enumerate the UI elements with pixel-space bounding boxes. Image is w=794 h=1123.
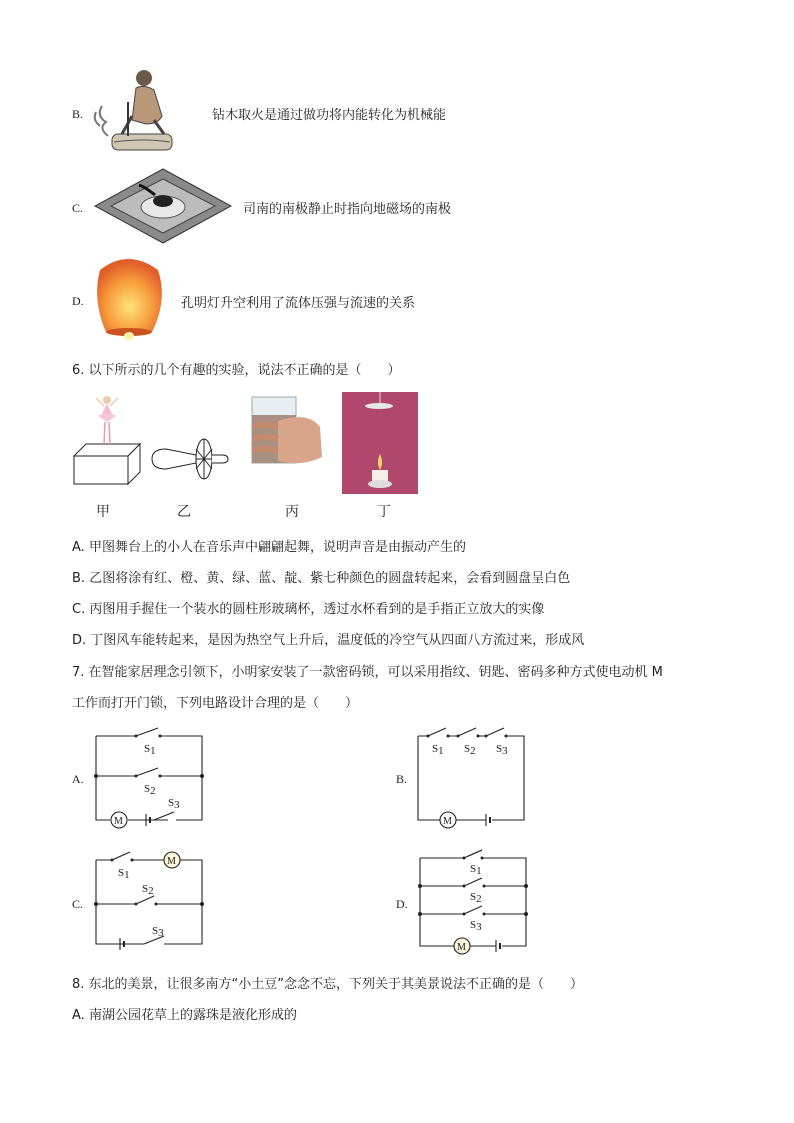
question-7-stem-line1: 7. 在智能家居理念引领下，小明家安装了一款密码锁，可以采用指纹、钥匙、密码多种方式使电动机 M (72, 665, 663, 680)
option-c-letter: C. (72, 201, 84, 215)
c-motor-label: M (167, 856, 176, 867)
q6-option-c: C. 丙图用手握住一个装水的圆柱形玻璃杯，透过水杯看到的是手指正立放大的实像 (72, 602, 545, 617)
a-s1-label: S1 (144, 743, 156, 757)
hand-holding-glass-icon (248, 393, 324, 471)
circuit-a-diagram (96, 732, 204, 828)
option-b-letter: B. (72, 107, 84, 121)
sky-lantern-icon (90, 252, 168, 346)
q6-option-a: A. 甲图舞台上的小人在音乐声中翩翩起舞，说明声音是由振动产生的 (72, 540, 466, 555)
sinan-compass-icon (93, 167, 233, 245)
d-s1-label: S1 (470, 863, 482, 877)
q6-option-b: B. 乙图将涂有红、橙、黄、绿、蓝、靛、紫七种颜色的圆盘转起来，会看到圆盘呈白色 (72, 571, 571, 586)
option-d-text: 孔明灯升空利用了流体压强与流速的关系 (181, 296, 416, 311)
q6-option-d: D. 丁图风车能转起来，是因为热空气上升后，温度低的冷空气从四面八方流过来，形成风 (72, 633, 585, 648)
pinwheel-candle-icon (342, 392, 418, 494)
b-s2-label: S2 (464, 743, 476, 757)
circuit-d-diagram (420, 858, 528, 953)
option-d-letter: D. (72, 294, 84, 308)
circuit-c-diagram (96, 854, 204, 948)
b-s3-label: S3 (496, 743, 508, 757)
fire-drilling-figure-icon (92, 66, 182, 158)
c-s1-label: S1 (118, 867, 130, 881)
q8-option-a: A. 南湖公园花草上的露珠是液化形成的 (72, 1008, 297, 1023)
d-s2-label: S2 (470, 891, 482, 905)
question-8-stem: 8. 东北的美景，让很多南方“小土豆”念念不忘，下列关于其美景说法不正确的是（ ） (72, 977, 584, 992)
caption-jia: 甲 (96, 504, 110, 520)
caption-yi: 乙 (177, 504, 191, 520)
d-motor-label: M (457, 942, 466, 953)
caption-ding: 丁 (377, 504, 391, 520)
option-b-text: 钻木取火是通过做功将内能转化为机械能 (212, 108, 447, 123)
c-s3-label: S3 (152, 925, 164, 939)
option-c-text: 司南的南极静止时指向地磁场的南极 (243, 202, 452, 217)
caption-bing: 丙 (285, 504, 299, 520)
circuit-b-diagram (418, 734, 526, 826)
color-disc-spinner-icon (148, 436, 232, 482)
circuit-b-letter: B. (396, 772, 408, 786)
d-s3-label: S3 (470, 919, 482, 933)
c-s2-label: S2 (142, 883, 154, 897)
a-motor-label: M (114, 816, 123, 827)
a-s3-label: S3 (168, 797, 180, 811)
a-s2-label: S2 (144, 783, 156, 797)
question-6-stem: 6. 以下所示的几个有趣的实验，说法不正确的是（ ） (72, 363, 401, 378)
circuit-d-letter: D. (396, 897, 408, 911)
circuit-a-letter: A. (72, 772, 84, 786)
question-7-stem-line2: 工作而打开门锁，下列电路设计合理的是（ ） (72, 696, 359, 711)
dancer-on-box-icon (72, 392, 142, 486)
b-s1-label: S1 (432, 743, 444, 757)
circuit-c-letter: C. (72, 897, 84, 911)
b-motor-label: M (443, 816, 452, 827)
